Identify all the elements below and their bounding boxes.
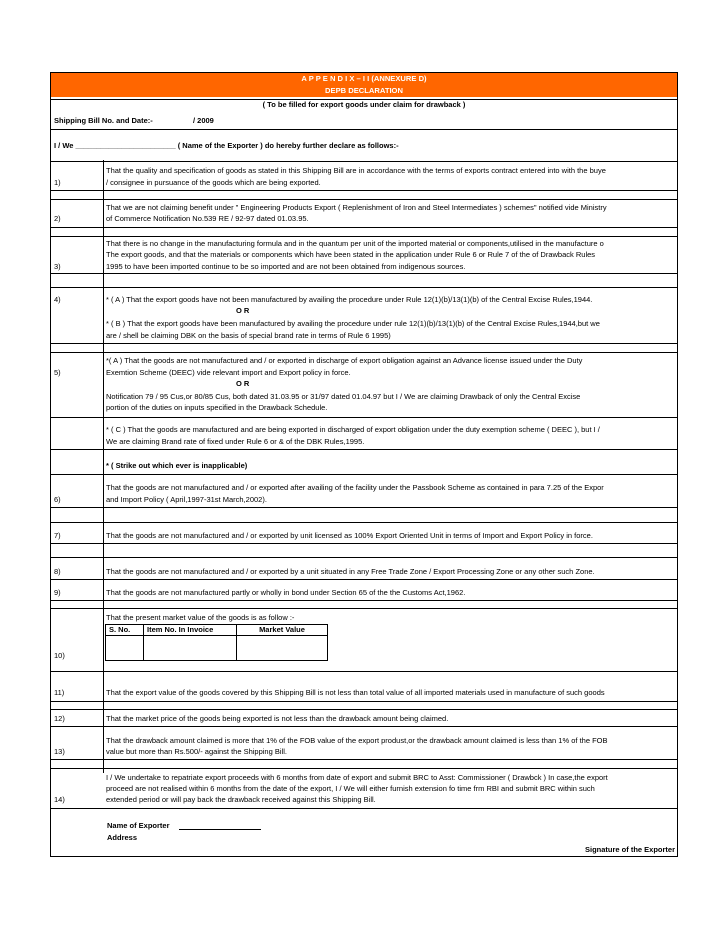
shipping-bill-label: Shipping Bill No. and Date:- [54, 116, 153, 125]
item-4-option-a: * ( A ) That the export goods have not been manufactured by availing the procedure under Rule 12(1)(b)/13(1)(b) of the Central Excise Rules,1944. [106, 295, 593, 304]
item-3-line-1: That there is no change in the manufacturing formula and in the quantum per unit of the imported material or components,utilised in the manufacture o [106, 239, 604, 248]
item-5-option-c-line-2: We are claiming Brand rate of fixed under Rule 6 or & of the DBK Rules,1995. [106, 437, 365, 446]
item-1-line-2: / consignee in pursuance of the goods which are being exported. [106, 178, 321, 187]
item-5-number: 5) [54, 368, 61, 377]
item-12-number: 12) [54, 714, 65, 723]
item-5-option-a-line-1: *( A ) That the goods are not manufactured and / or exported in discharge of export obligation against an Advance license issued under the Duty [106, 356, 583, 365]
item-3-number: 3) [54, 262, 61, 271]
item-14-line-3: extended period or will pay back the drawback received against this Shipping Bill. [106, 795, 376, 804]
item-5-or: O R [236, 379, 250, 388]
item-6-number: 6) [54, 495, 61, 504]
item-13-line-1: That the drawback amount claimed is more that 1% of the FOB value of the export produst,or the drawback amount claimed is less than 1% of the FOB [106, 736, 608, 745]
item-10-line-1: That the present market value of the goods is as follow :- [106, 613, 295, 622]
item-2-line-2: of Commerce Notification No.539 RE / 92-97 dated 01.03.95. [106, 214, 309, 223]
form-note: ( To be filled for export goods under claim for drawback ) [262, 100, 466, 109]
item-8-number: 8) [54, 567, 61, 576]
item-1-line-1: That the quality and specification of goods as stated in this Shipping Bill are in accordance with the terms of exports contract entered into with the buye [106, 166, 606, 175]
item-11-line-1: That the export value of the goods covered by this Shipping Bill is not less than total value of all imported materials used in manufacture of such goods [106, 688, 605, 697]
item-9-line-1: That the goods are not manufactured partly or wholly in bond under Section 65 of the the Customs Act,1962. [106, 588, 466, 597]
exporter-name-line[interactable] [179, 829, 261, 830]
table-cell[interactable] [106, 636, 144, 661]
item-3-line-2: The export goods, and that the materials or components which have been stated in the application under Rule 6 or Rule 7 of the of Drawback Rules [106, 250, 596, 259]
col-market-value: Market Value [237, 625, 328, 636]
item-4-option-b-line-2: are / shell be claiming DBK on the basis of special brand rate in terms of Rule 6 1995) [106, 331, 391, 340]
col-item-no: Item No. In Invoice [144, 625, 237, 636]
exporter-name-label: Name of Exporter [107, 821, 170, 830]
item-6-line-2: and Import Policy ( April,1997-31st March,2002). [106, 495, 267, 504]
item-8-line-1: That the goods are not manufactured and / or exported by a unit situated in any Free Trade Zone / Export Processing Zone or any other such Zone. [106, 567, 595, 576]
table-cell[interactable] [144, 636, 237, 661]
item-5-notification-line-2: portion of the duties on inputs specified in the Drawback Schedule. [106, 403, 328, 412]
item-7-number: 7) [54, 531, 61, 540]
item-1-number: 1) [54, 178, 61, 187]
exporter-signature-label: Signature of the Exporter [584, 845, 675, 854]
item-9-number: 9) [54, 588, 61, 597]
item-11-number: 11) [54, 688, 65, 697]
item-14-number: 14) [54, 795, 65, 804]
item-5-notification-line-1: Notification 79 / 95 Cus,or 80/85 Cus, both dated 31.03.95 or 31/97 dated 01.04.97 but I / We are claiming Drawback of only the Central Excise [106, 392, 581, 401]
declaration-sheet [50, 72, 678, 857]
form-title: DEPB DECLARATION [51, 85, 677, 97]
shipping-bill-year: / 2009 [193, 116, 214, 125]
col-sno: S. No. [106, 625, 144, 636]
appendix-title: A P P E N D I X – I I (ANNEXURE D) [51, 73, 677, 85]
item-14-line-1: I / We undertake to repatriate export proceeds with 6 months from date of export and submit BRC to Asst: Commissioner ( Drawbck ) In case,the export [106, 773, 608, 782]
exporter-address-label: Address [107, 833, 138, 842]
item-4-number: 4) [54, 295, 61, 304]
item-3-line-3: 1995 to have been imported continue to be so imported and are not been obtained from indigenous sources. [106, 262, 466, 271]
exporter-declaration: I / We ________________________ ( Name of the Exporter ) do hereby further declare as follows:- [54, 141, 399, 150]
item-13-number: 13) [54, 747, 65, 756]
item-5-option-a-line-2: Exemtion Scheme (DEEC) vide relevant import and Export policy in force. [106, 368, 351, 377]
strike-out-note: * ( Strike out which ever is inapplicable) [106, 461, 248, 470]
item-2-number: 2) [54, 214, 61, 223]
item-14-line-2: proceed are not realised within 6 months from the date of the export, I / We will either furnish extension fo time frm RBI and submit BRC within such [106, 784, 595, 793]
item-4-or: O R [236, 306, 250, 315]
item-12-line-1: That the market price of the goods being exported is not less than the drawback amount being claimed. [106, 714, 449, 723]
item-10-number: 10) [54, 651, 65, 660]
market-value-table [105, 624, 328, 661]
item-4-option-b-line-1: * ( B ) That the export goods have been manufactured by availing the procedure under rule 12(1)(b)/13(1)(b) of the Central Excise Rules,1944,but we [106, 319, 600, 328]
column-divider [103, 160, 104, 773]
item-7-line-1: That the goods are not manufactured and / or exported by unit licensed as 100% Export Oriented Unit in terms of Import and Export Policy in force. [106, 531, 593, 540]
item-13-line-2: value but more than Rs.500/- against the Shipping Bill. [106, 747, 287, 756]
item-2-line-1: That we are not claiming benefit under " Engineering Products Export ( Replenishment of Iron and Steel Intermediates ) schemes" notified vide Ministry [106, 203, 607, 212]
table-cell[interactable] [237, 636, 328, 661]
item-5-option-c-line-1: * ( C ) That the goods are manufactured and are being exported in discharged of export obligation under the duty exemption scheme ( DEEC ), but I / [106, 425, 600, 434]
item-6-line-1: That the goods are not manufactured and / or exported after availing of the facility under the Passbook Scheme as contained in para 7.25 of the Expor [106, 483, 604, 492]
